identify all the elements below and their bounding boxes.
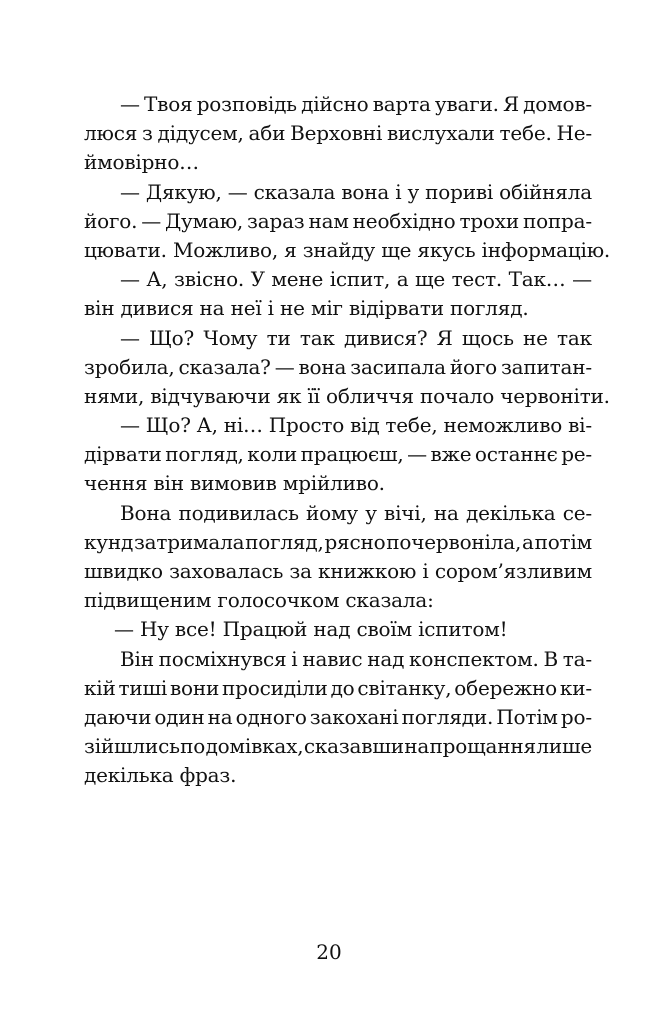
word: вона [298, 354, 347, 379]
word: вічі, [384, 500, 427, 525]
word: сказавши [303, 734, 404, 759]
text-line [84, 440, 592, 469]
word: заховалась [169, 559, 284, 583]
word: — [120, 179, 140, 204]
word: — [572, 267, 592, 292]
word: почервоніла, [386, 529, 522, 554]
word: потім [534, 529, 592, 554]
word: зараз [247, 208, 305, 233]
word: — [227, 179, 248, 204]
word: а [522, 529, 534, 554]
word: погляд, [165, 442, 244, 467]
word: Дякую, [145, 179, 222, 204]
text-line [84, 411, 592, 440]
word: Я [436, 325, 453, 350]
word: вже [430, 442, 472, 467]
line-text: цювати. Можливо, я знайду ще якусь інформацію. [84, 237, 611, 262]
word: вона [341, 179, 390, 204]
word: прощання [429, 734, 536, 759]
word: необхідно [352, 208, 456, 233]
line-text: нями, відчуваючи як її обличчя почало червоніти. [84, 383, 610, 408]
text-line [84, 119, 592, 148]
text-line [84, 674, 592, 703]
word: один [154, 704, 205, 729]
page-number: 20 [316, 940, 342, 964]
word: звісно. [173, 267, 245, 292]
word: трохи [459, 208, 519, 233]
word: іспит, [329, 267, 391, 292]
word: В [543, 646, 558, 671]
word: книжкою [318, 559, 417, 583]
line-text: декілька фраз. [84, 763, 237, 788]
word: ні… [223, 413, 263, 438]
word: зробила, [84, 354, 175, 379]
word: — [407, 442, 427, 467]
word: попра- [522, 208, 592, 233]
word: ре- [561, 442, 592, 467]
word: так [557, 325, 592, 350]
word: світанку, [357, 675, 452, 700]
text-line [84, 178, 592, 207]
word: — [120, 267, 140, 292]
word: ти [266, 325, 291, 350]
line-text: він дивися на неї і не міг відірвати погляд. [84, 296, 529, 321]
word: А, [196, 413, 218, 438]
word: дійсно [301, 92, 369, 116]
word: на [433, 500, 459, 525]
word: сказала [253, 179, 336, 204]
word: так [299, 325, 335, 350]
word: не [523, 325, 548, 350]
word: мене [271, 267, 324, 292]
line-text: — Ну все! Працюй над своїм іспитом! [114, 617, 508, 642]
word: вислухали [386, 121, 495, 146]
word: останнє [474, 442, 558, 467]
text-line [84, 761, 592, 790]
word: Що? [145, 413, 191, 438]
text-line [84, 645, 592, 674]
word: дірвати [84, 442, 162, 467]
word: се- [562, 500, 592, 525]
word: ки- [559, 675, 592, 700]
word: Так… [508, 267, 566, 292]
text-line [84, 528, 592, 557]
word: а [396, 267, 409, 292]
word: до [330, 675, 355, 700]
word: аби [248, 121, 286, 146]
word: декілька [466, 500, 556, 525]
word: коли [247, 442, 298, 467]
word: розповідь [196, 92, 297, 116]
word: — [120, 413, 140, 438]
word: працюєш, [300, 442, 404, 467]
word: сором’язливим [434, 559, 592, 583]
word: нам [308, 208, 349, 233]
word: погляди. [401, 704, 494, 729]
word: обійняла [499, 179, 592, 204]
line-text: ймовірно… [84, 150, 199, 175]
word: Думаю, [165, 208, 244, 233]
word: домов- [523, 92, 592, 116]
word: домівках, [205, 734, 304, 759]
word: ро- [560, 704, 592, 729]
word: тебе, [385, 413, 438, 438]
text-line [84, 353, 592, 382]
word: закохані [309, 704, 399, 729]
text-line [84, 265, 592, 294]
word: тебе. [499, 121, 552, 146]
word: ві- [568, 413, 592, 438]
text-line [84, 586, 592, 615]
word: і [422, 559, 429, 583]
word: Твоя [144, 92, 193, 116]
word: просиділи [222, 675, 328, 700]
text-line [84, 236, 611, 265]
word: подивилась [178, 500, 299, 525]
word: сказала? [178, 354, 271, 379]
word: тест. [451, 267, 503, 292]
word: обережно [454, 675, 558, 700]
word: — [120, 92, 140, 116]
word: кунд [84, 529, 134, 554]
word: Просто [268, 413, 345, 438]
word: кій [84, 675, 116, 700]
word: Потім [496, 704, 558, 729]
word: засипала [350, 354, 446, 379]
word: і [395, 179, 402, 204]
word: на [404, 734, 430, 759]
text-line [84, 382, 610, 411]
word: по [180, 734, 206, 759]
text-line [84, 207, 592, 236]
word: над [367, 646, 405, 671]
word: йому [306, 500, 358, 525]
word: його. [84, 208, 138, 233]
word: неможливо [443, 413, 563, 438]
word: Я [503, 92, 519, 116]
word: рясно [324, 529, 386, 554]
word: пориві [425, 179, 494, 204]
word: — [120, 325, 140, 350]
text-line [84, 499, 592, 528]
word: А, [146, 267, 168, 292]
word: щось [461, 325, 514, 350]
word: зійшлись [84, 734, 180, 759]
word: на [207, 704, 233, 729]
word: вони [169, 675, 220, 700]
word: від [350, 413, 380, 438]
word: конспектом. [409, 646, 539, 671]
word: Що? [149, 325, 195, 350]
word: погляд, [245, 529, 324, 554]
word: уваги. [434, 92, 499, 116]
word: за [289, 559, 312, 583]
text-line [84, 615, 592, 644]
word: — [141, 208, 162, 233]
word: швидко [84, 559, 163, 583]
text-line [84, 324, 592, 353]
word: у [365, 500, 377, 525]
word: його [449, 354, 497, 379]
word: навис [302, 646, 363, 671]
word: Верховні [290, 121, 383, 146]
text-line [84, 294, 592, 323]
word: У [250, 267, 265, 292]
word: та- [562, 646, 592, 671]
word: затримала [133, 529, 245, 554]
text-line [84, 148, 592, 177]
word: з [141, 121, 153, 146]
word: дідусем, [157, 121, 244, 146]
text-line [84, 469, 592, 498]
word: — [274, 354, 295, 379]
line-text: чення він вимовив мрійливо. [84, 471, 385, 496]
text-line [84, 90, 592, 119]
word: варта [372, 92, 431, 116]
word: Не- [556, 121, 592, 146]
word: тиші [118, 675, 168, 700]
body-text [84, 90, 611, 791]
word: запитан- [500, 354, 592, 379]
word: одного [235, 704, 307, 729]
word: і [291, 646, 298, 671]
text-line [84, 732, 592, 761]
word: даючи [84, 704, 152, 729]
word: посміхнувся [158, 646, 287, 671]
word: Він [120, 646, 154, 671]
word: дивися? [343, 325, 428, 350]
word: Чому [203, 325, 258, 350]
word: у [407, 179, 420, 204]
word: Вона [120, 500, 172, 525]
line-text: підвищеним голосочком сказала: [84, 588, 434, 613]
text-line [84, 703, 592, 732]
word: ще [415, 267, 446, 292]
word: люся [84, 121, 138, 146]
text-line [84, 557, 592, 586]
word: лише [536, 734, 592, 759]
